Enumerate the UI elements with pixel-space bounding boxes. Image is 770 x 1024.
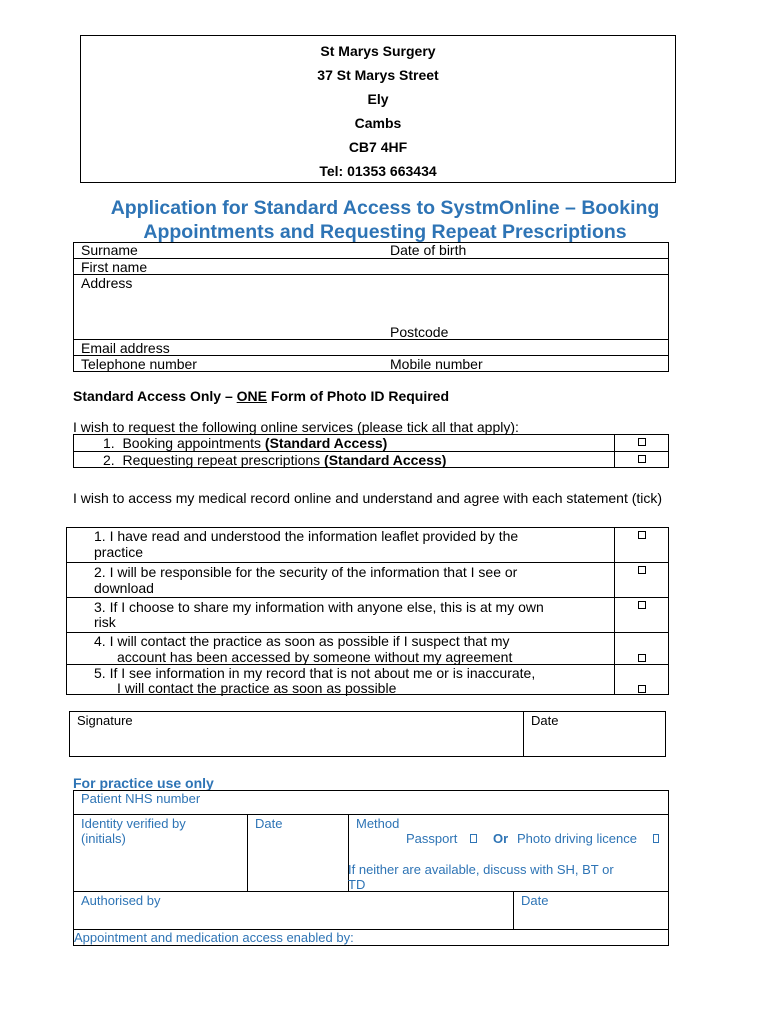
statement-2-checkbox[interactable] <box>638 566 646 574</box>
surname-label: Surname <box>81 242 138 258</box>
service-number: 2. <box>103 452 115 468</box>
standard-access-suffix: Form of Photo ID Required <box>267 388 450 404</box>
practice-use-heading: For practice use only <box>73 775 214 791</box>
statement-4-line2: account has been accessed by someone without my agreement <box>117 649 513 665</box>
neither-note-line2: TD <box>348 877 366 892</box>
row-divider <box>73 258 669 259</box>
access-enabled-by-label: Appointment and medication access enabled by: <box>74 930 354 945</box>
statement-3-line2: risk <box>94 614 116 630</box>
service-item-prescriptions <box>103 452 446 468</box>
surgery-county: Cambs <box>354 115 402 131</box>
form-title-line2: Appointments and Requesting Repeat Prescriptions <box>143 221 627 243</box>
statement-4-checkbox[interactable] <box>638 654 646 662</box>
form-title-line1: Application for Standard Access to SystmOnline – Booking <box>110 197 660 219</box>
service-item-booking <box>103 435 387 451</box>
row-divider <box>73 814 669 815</box>
driving-licence-checkbox[interactable] <box>653 834 659 843</box>
dob-label: Date of birth <box>390 242 467 258</box>
telephone-label: Telephone number <box>81 356 197 372</box>
record-access-intro: I wish to access my medical record online and understand and agree with each statement (tick) <box>73 490 663 506</box>
surgery-name: St Marys Surgery <box>320 43 436 59</box>
statement-1-line1: 1. I have read and understood the information leaflet provided by the <box>94 528 519 544</box>
prescriptions-checkbox[interactable] <box>638 455 646 463</box>
verification-date-label: Date <box>255 816 283 831</box>
surgery-town: Ely <box>367 91 389 107</box>
method-label: Method <box>356 816 400 831</box>
statement-3-checkbox[interactable] <box>638 601 646 609</box>
first-name-label: First name <box>81 259 148 275</box>
address-label: Address <box>81 275 133 291</box>
standard-access-prefix: Standard Access Only – <box>73 388 237 404</box>
surgery-street: 37 St Marys Street <box>317 67 439 83</box>
statement-1-line2: practice <box>94 544 144 560</box>
passport-checkbox[interactable] <box>470 834 477 843</box>
authorised-date-label: Date <box>521 893 549 908</box>
column-divider <box>614 434 615 468</box>
mobile-label: Mobile number <box>390 356 483 372</box>
column-divider <box>523 711 524 757</box>
service-access-type: (Standard Access) <box>264 435 388 451</box>
or-label: Or <box>493 831 509 846</box>
statement-5-line2: I will contact the practice as soon as possible <box>117 680 397 696</box>
service-access-type: (Standard Access) <box>324 452 447 468</box>
surgery-telephone: Tel: 01353 663434 <box>319 163 437 179</box>
email-label: Email address <box>81 340 170 356</box>
driving-licence-option: Photo driving licence <box>517 831 637 846</box>
booking-checkbox[interactable] <box>638 438 646 446</box>
signature-date-label: Date <box>531 713 559 728</box>
column-divider <box>247 814 248 891</box>
passport-option: Passport <box>406 831 458 846</box>
statement-5-line1: 5. If I see information in my record that is not about me or is inaccurate, <box>94 665 536 681</box>
identity-initials-label: (initials) <box>81 831 126 846</box>
statement-2-line1: 2. I will be responsible for the security of the information that I see or <box>94 564 518 580</box>
row-divider <box>66 562 669 563</box>
statement-5-checkbox[interactable] <box>638 685 646 693</box>
row-divider <box>66 597 669 598</box>
row-divider <box>73 274 669 275</box>
authorised-by-label: Authorised by <box>81 893 161 908</box>
nhs-number-label: Patient NHS number <box>81 791 201 806</box>
service-number: 1. <box>103 435 115 451</box>
postcode-label: Postcode <box>390 324 449 340</box>
standard-access-one: ONE <box>236 388 268 404</box>
statement-2-line2: download <box>94 580 154 596</box>
services-intro: I wish to request the following online services (please tick all that apply): <box>73 419 519 435</box>
signature-label: Signature <box>77 713 133 728</box>
surgery-postcode: CB7 4HF <box>348 139 408 155</box>
identity-verified-label: Identity verified by <box>81 816 186 831</box>
signature-table <box>69 711 666 757</box>
standard-access-heading <box>73 388 449 404</box>
neither-note-line1: If neither are available, discuss with SH, BT or <box>348 862 614 877</box>
column-divider <box>513 891 514 929</box>
statement-4-line1: 4. I will contact the practice as soon as possible if I suspect that my <box>94 633 510 649</box>
column-divider <box>614 527 615 695</box>
service-text: Requesting repeat prescriptions <box>122 452 325 468</box>
service-text: Booking appointments <box>122 435 265 451</box>
statement-3-line1: 3. If I choose to share my information with anyone else, this is at my own <box>94 599 544 615</box>
statement-1-checkbox[interactable] <box>638 531 646 539</box>
row-divider <box>73 891 669 892</box>
